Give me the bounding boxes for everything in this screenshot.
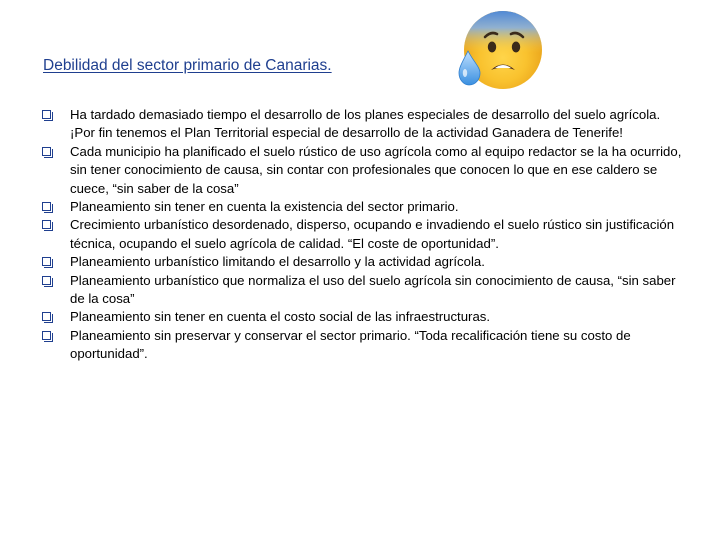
list-item-text: Ha tardado demasiado tiempo el desarrollo de los planes especiales de desarrollo del suelo agrícola. ¡Por fin tenemos el Plan Territorial especial de desarrollo de la actividad Ganadera de Tenerife! [70, 107, 661, 141]
anxious-face-with-sweat-icon [455, 7, 547, 91]
list-item [42, 308, 682, 326]
checkbox-bullet-icon [42, 276, 51, 285]
checkbox-bullet-icon [42, 257, 51, 266]
list-item-text: Planeamiento urbanístico que normaliza el uso del suelo agrícola sin conocimiento de causa, “sin saber de la cosa” [70, 272, 676, 307]
list-item [42, 272, 682, 309]
list-item [42, 216, 682, 253]
list-item [42, 253, 682, 271]
list-item [42, 198, 682, 216]
list-item-text: Planeamiento sin preservar y conservar el sector primario. “Toda recalificación tiene su costo de oportunidad”. [70, 327, 631, 362]
checkbox-bullet-icon [42, 202, 51, 211]
list-item-text: Planeamiento sin tener en cuenta la existencia del sector primario. [70, 199, 459, 215]
list-item [42, 106, 682, 143]
list-item-text: Crecimiento urbanístico desordenado, disperso, ocupando e invadiendo el suelo rústico sin justificación técnica, ocupando el suelo agrícola de calidad. “El coste de oportunidad”. [70, 217, 675, 251]
checkbox-bullet-icon [42, 147, 51, 156]
list-item-text: Planeamiento urbanístico limitando el desarrollo y la actividad agrícola. [70, 254, 485, 270]
checkbox-bullet-icon [42, 331, 51, 340]
list-item [42, 143, 682, 198]
bullet-list [42, 106, 682, 364]
checkbox-bullet-icon [42, 220, 51, 229]
list-item-text: Cada municipio ha planificado el suelo rústico de uso agrícola como al equipo redactor se la ha ocurrido, sin tener conocimiento de causa, sin contar con profesionales que conocen lo que en ese caldero se cuece, “sin saber de la cosa” [70, 143, 682, 196]
checkbox-bullet-icon [42, 110, 51, 119]
list-item [42, 327, 682, 364]
checkbox-bullet-icon [42, 312, 51, 321]
list-item-text: Planeamiento sin tener en cuenta el costo social de las infraestructuras. [70, 309, 491, 325]
slide-title: Debilidad del sector primario de Canarias. [43, 57, 332, 74]
